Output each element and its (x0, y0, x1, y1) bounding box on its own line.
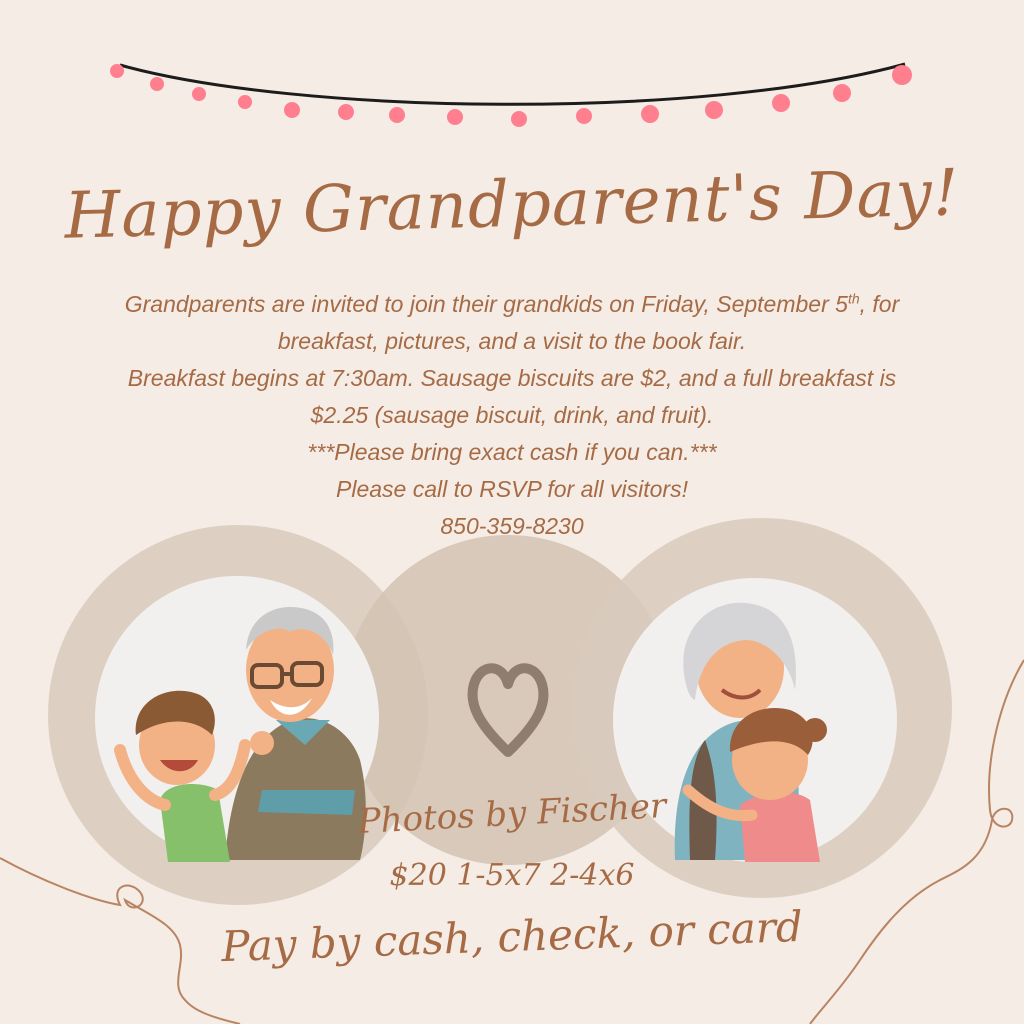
invite-line-1-suffix: , for (859, 291, 900, 317)
invitation-text (40, 286, 984, 545)
invite-line-6: Please call to RSVP for all visitors! (336, 476, 688, 502)
light-bulb (110, 64, 124, 78)
invite-line-1-text: Grandparents are invited to join their grandkids on Friday, September 5 (124, 291, 848, 317)
light-bulb (389, 107, 405, 123)
light-bulb (150, 77, 164, 91)
page-title: Happy Grandparent's Day! (63, 156, 961, 254)
string-lights (110, 64, 912, 127)
light-bulb (511, 111, 527, 127)
photos-price: $20 1-5x7 2-4x6 (389, 858, 635, 893)
light-bulb (192, 87, 206, 101)
light-bulb (772, 94, 790, 112)
invite-line-1 (40, 286, 984, 323)
light-bulb (284, 102, 300, 118)
payment-methods: Pay by cash, check, or card (220, 901, 804, 972)
light-bulb (892, 65, 912, 85)
light-bulb (576, 108, 592, 124)
phone-number: 850-359-8230 (440, 513, 584, 539)
light-bulb (447, 109, 463, 125)
light-bulb (833, 84, 851, 102)
invite-line-4: $2.25 (sausage biscuit, drink, and fruit). (310, 402, 714, 428)
date-superscript: th (847, 290, 860, 307)
invite-line-2: breakfast, pictures, and a visit to the book fair. (277, 328, 747, 354)
invite-line-5: ***Please bring exact cash if you can.*** (307, 439, 717, 465)
light-bulb (641, 105, 659, 123)
invite-line-3: Breakfast begins at 7:30am. Sausage biscuits are $2, and a full breakfast is (127, 365, 897, 391)
light-bulb (238, 95, 252, 109)
photos-heading: Photos by Fischer (356, 785, 668, 843)
light-bulb (705, 101, 723, 119)
light-bulb (338, 104, 354, 120)
